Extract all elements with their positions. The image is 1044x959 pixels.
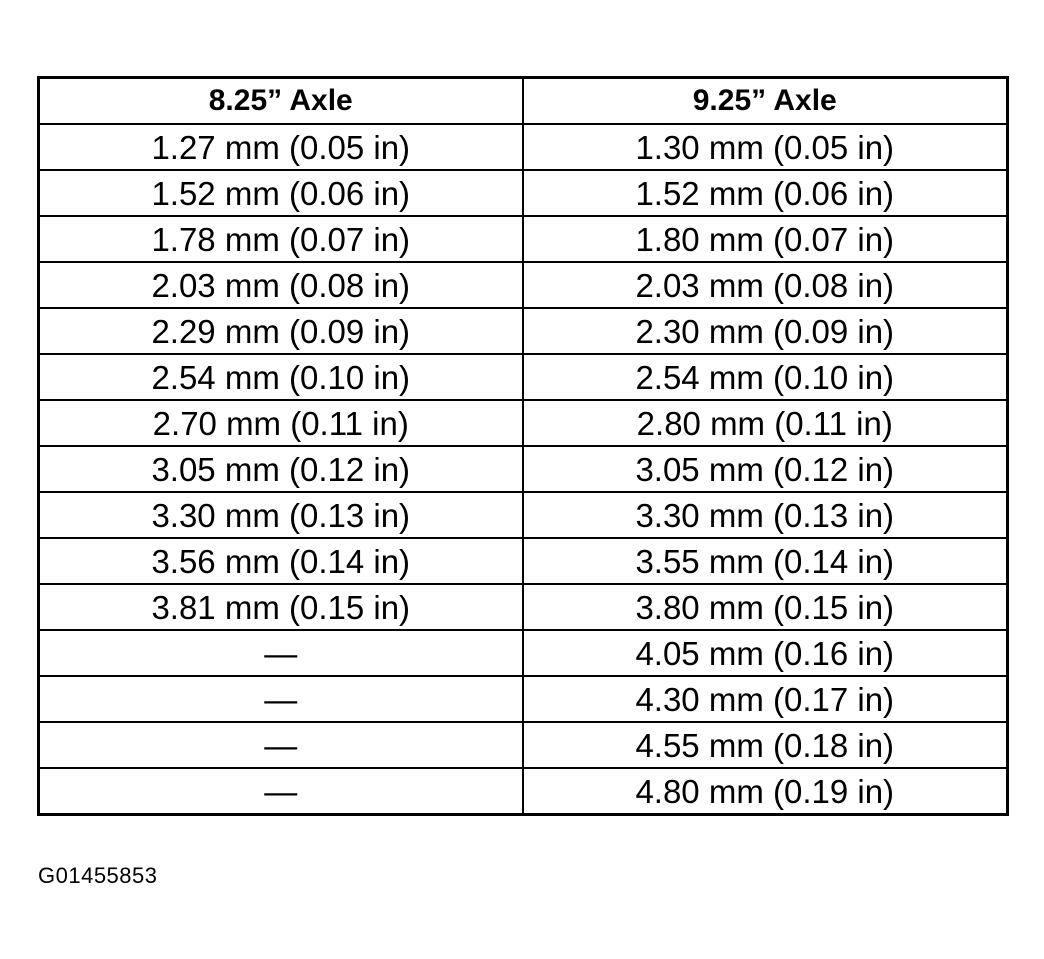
header-row — [39, 78, 1008, 125]
cell-8-25-axle: 1.27 mm (0.05 in) — [39, 124, 523, 170]
table-body — [39, 124, 1008, 815]
cell-9-25-axle: 2.03 mm (0.08 in) — [523, 262, 1008, 308]
table-row — [39, 538, 1008, 584]
cell-8-25-axle: 2.70 mm (0.11 in) — [39, 400, 523, 446]
cell-8-25-axle: 2.29 mm (0.09 in) — [39, 308, 523, 354]
cell-9-25-axle: 3.05 mm (0.12 in) — [523, 446, 1008, 492]
shim-spec-table — [37, 76, 1009, 816]
cell-9-25-axle: 1.30 mm (0.05 in) — [523, 124, 1008, 170]
cell-8-25-axle: — — [39, 722, 523, 768]
cell-9-25-axle: 1.52 mm (0.06 in) — [523, 170, 1008, 216]
table-row — [39, 492, 1008, 538]
cell-9-25-axle: 4.80 mm (0.19 in) — [523, 768, 1008, 815]
cell-8-25-axle: 3.30 mm (0.13 in) — [39, 492, 523, 538]
cell-8-25-axle: 1.52 mm (0.06 in) — [39, 170, 523, 216]
cell-8-25-axle: 1.78 mm (0.07 in) — [39, 216, 523, 262]
table-row — [39, 446, 1008, 492]
table-row — [39, 308, 1008, 354]
cell-9-25-axle: 4.05 mm (0.16 in) — [523, 630, 1008, 676]
figure-id: G01455853 — [38, 863, 158, 888]
table-row — [39, 262, 1008, 308]
table-row — [39, 630, 1008, 676]
cell-9-25-axle: 4.30 mm (0.17 in) — [523, 676, 1008, 722]
cell-8-25-axle: — — [39, 676, 523, 722]
header-8-25-axle: 8.25” Axle — [39, 78, 523, 125]
header-9-25-axle: 9.25” Axle — [523, 78, 1008, 125]
cell-9-25-axle: 2.80 mm (0.11 in) — [523, 400, 1008, 446]
cell-8-25-axle: 3.56 mm (0.14 in) — [39, 538, 523, 584]
table-row — [39, 170, 1008, 216]
table-row — [39, 768, 1008, 815]
cell-8-25-axle: — — [39, 630, 523, 676]
cell-8-25-axle: 3.81 mm (0.15 in) — [39, 584, 523, 630]
table-row — [39, 722, 1008, 768]
table-row — [39, 400, 1008, 446]
table-row — [39, 216, 1008, 262]
table-row — [39, 124, 1008, 170]
cell-9-25-axle: 3.30 mm (0.13 in) — [523, 492, 1008, 538]
cell-8-25-axle: 3.05 mm (0.12 in) — [39, 446, 523, 492]
cell-9-25-axle: 1.80 mm (0.07 in) — [523, 216, 1008, 262]
cell-8-25-axle: — — [39, 768, 523, 815]
table-header — [39, 78, 1008, 125]
cell-9-25-axle: 3.80 mm (0.15 in) — [523, 584, 1008, 630]
cell-9-25-axle: 4.55 mm (0.18 in) — [523, 722, 1008, 768]
table-row — [39, 354, 1008, 400]
table-row — [39, 676, 1008, 722]
cell-9-25-axle: 2.30 mm (0.09 in) — [523, 308, 1008, 354]
table-row — [39, 584, 1008, 630]
cell-8-25-axle: 2.54 mm (0.10 in) — [39, 354, 523, 400]
cell-8-25-axle: 2.03 mm (0.08 in) — [39, 262, 523, 308]
cell-9-25-axle: 2.54 mm (0.10 in) — [523, 354, 1008, 400]
cell-9-25-axle: 3.55 mm (0.14 in) — [523, 538, 1008, 584]
